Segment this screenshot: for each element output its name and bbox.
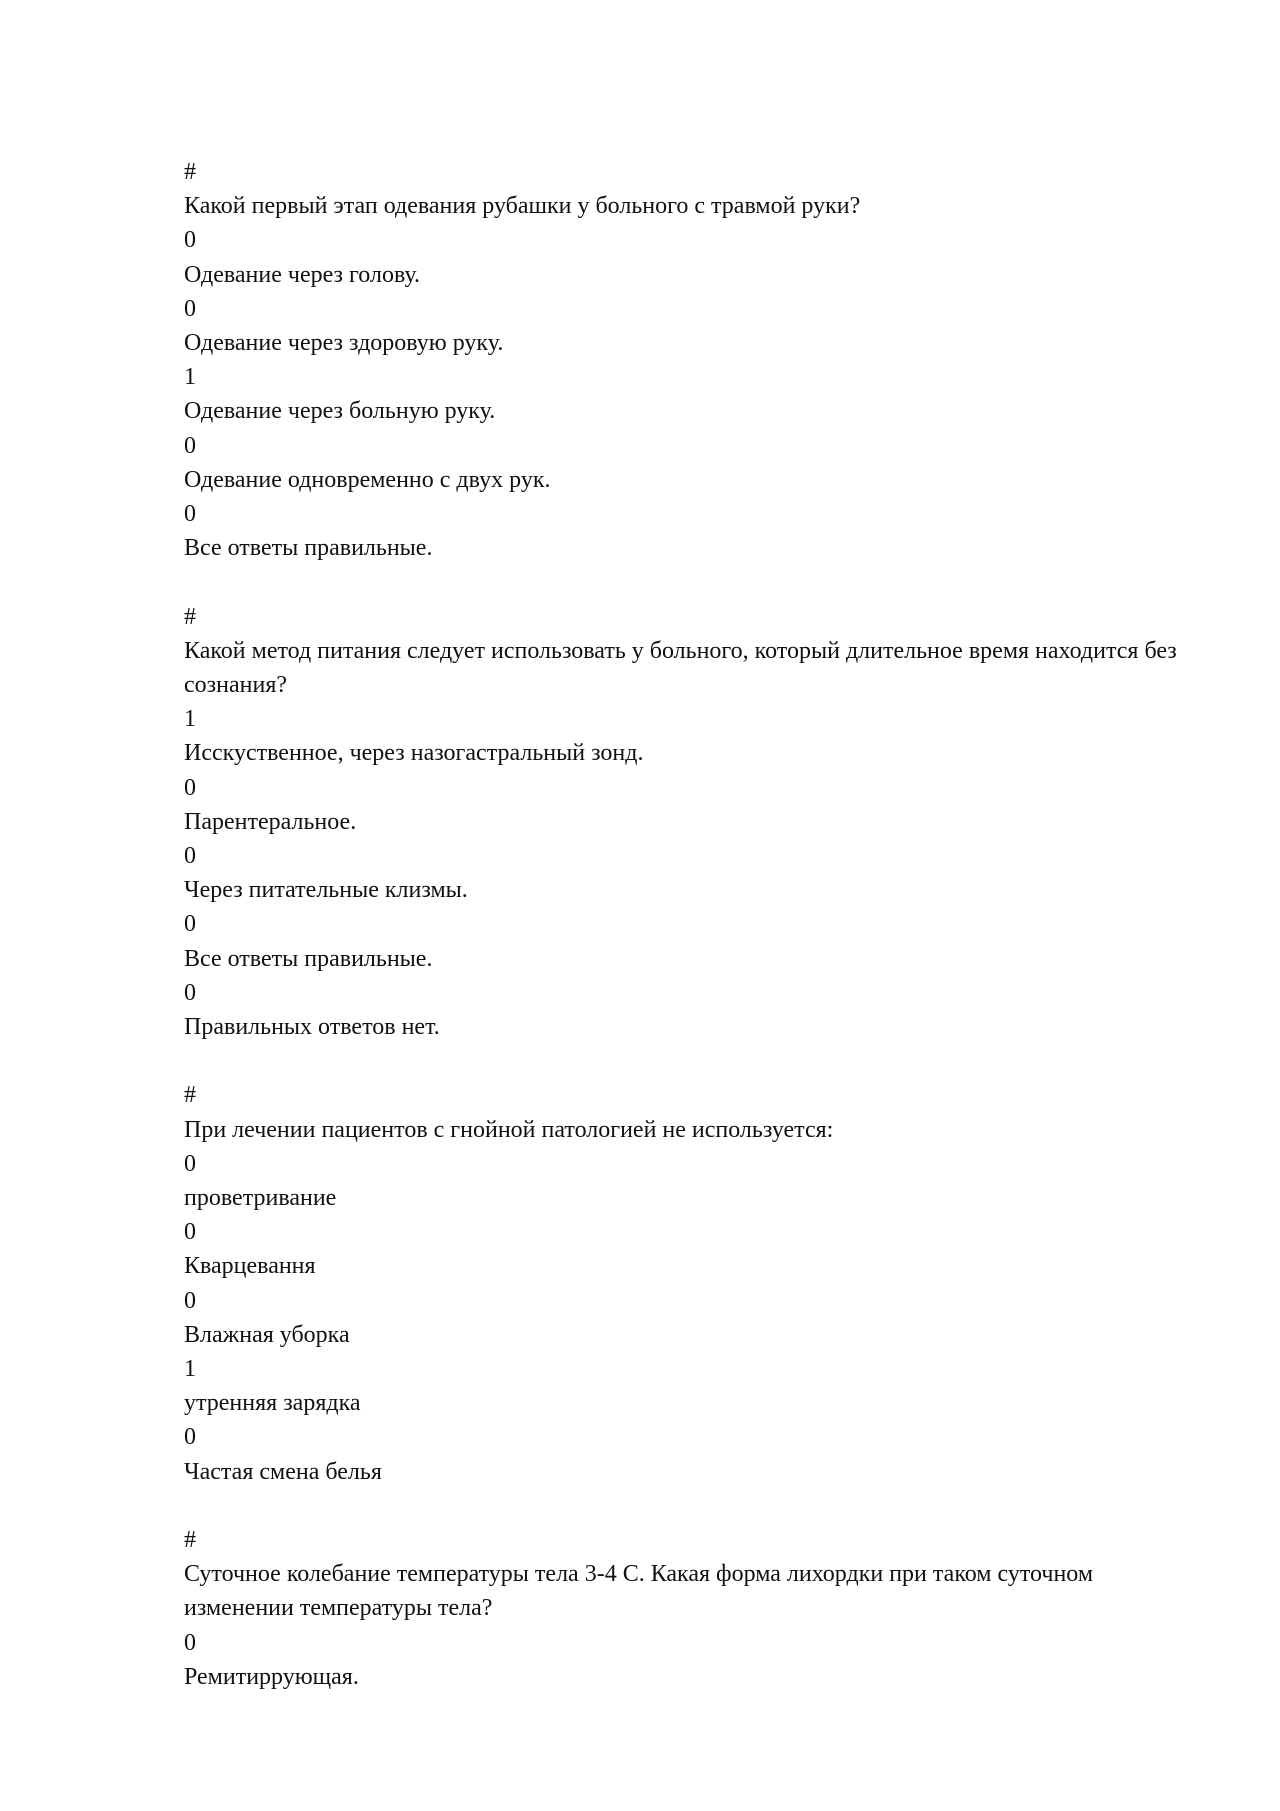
answer-text: Правильных ответов нет. [184, 1014, 440, 1041]
answer-text: Ремитиррующая. [184, 1663, 359, 1690]
question-marker: # [184, 1082, 196, 1109]
question-block-4 [184, 1523, 1194, 1694]
answer-text: Одевание одновременно с двух рук. [184, 466, 551, 493]
answer-score: 1 [184, 706, 196, 733]
answer-score: 0 [184, 295, 196, 322]
answer-text: Через питательные клизмы. [184, 877, 468, 904]
answer-text: Исскуственное, через назогастральный зонд. [184, 740, 644, 767]
answer-score: 0 [184, 911, 196, 938]
answer-score: 1 [184, 1356, 196, 1383]
answer-score: 0 [184, 1424, 196, 1451]
answer-text: Все ответы правильные. [184, 535, 433, 562]
answer-text: Одевание через голову. [184, 261, 421, 288]
answer-score: 0 [184, 774, 196, 801]
answer-text: Кварцевання [184, 1253, 316, 1280]
answer-score: 1 [184, 364, 196, 391]
answer-text: проветривание [184, 1185, 337, 1212]
answer-score: 0 [184, 1629, 196, 1656]
question-text: При лечении пациентов с гнойной патологией не используется: [184, 1116, 834, 1143]
answer-score: 0 [184, 1150, 196, 1177]
question-block-2 [184, 600, 1194, 1045]
answer-score: 0 [184, 227, 196, 254]
question-marker: # [184, 159, 196, 185]
block-spacer [184, 1489, 1194, 1523]
answer-score: 0 [184, 1287, 196, 1314]
answer-text: Парентеральное. [184, 808, 357, 835]
answer-score: 0 [184, 501, 196, 528]
answer-text: утренняя зарядка [184, 1390, 361, 1417]
answer-text: Влажная уборка [184, 1321, 350, 1348]
question-text: Какой первый этап одевания рубашки у больного с травмой руки? [184, 193, 861, 220]
answer-score: 0 [184, 843, 196, 870]
question-marker: # [184, 1527, 196, 1554]
answer-score: 0 [184, 979, 196, 1006]
question-text: Суточное колебание температуры тела 3-4 С. Какая форма лихордки при таком суточном изменении температуры тела? [184, 1561, 1094, 1622]
answer-text: Все ответы правильные. [184, 945, 433, 972]
question-block-1 [184, 155, 1194, 565]
answer-text: Одевание через больную руку. [184, 398, 496, 425]
answer-text: Одевание через здоровую руку. [184, 330, 504, 357]
answer-score: 0 [184, 1219, 196, 1246]
question-text: Какой метод питания следует использовать у больного, который длительное время находится без сознания? [184, 637, 1177, 699]
block-spacer [184, 565, 1194, 599]
question-marker: # [184, 603, 196, 630]
answer-score: 0 [184, 432, 196, 459]
question-block-3 [184, 1078, 1194, 1488]
answer-text: Частая смена белья [184, 1458, 382, 1485]
block-spacer [184, 1044, 1194, 1078]
document-content [184, 155, 1194, 1694]
